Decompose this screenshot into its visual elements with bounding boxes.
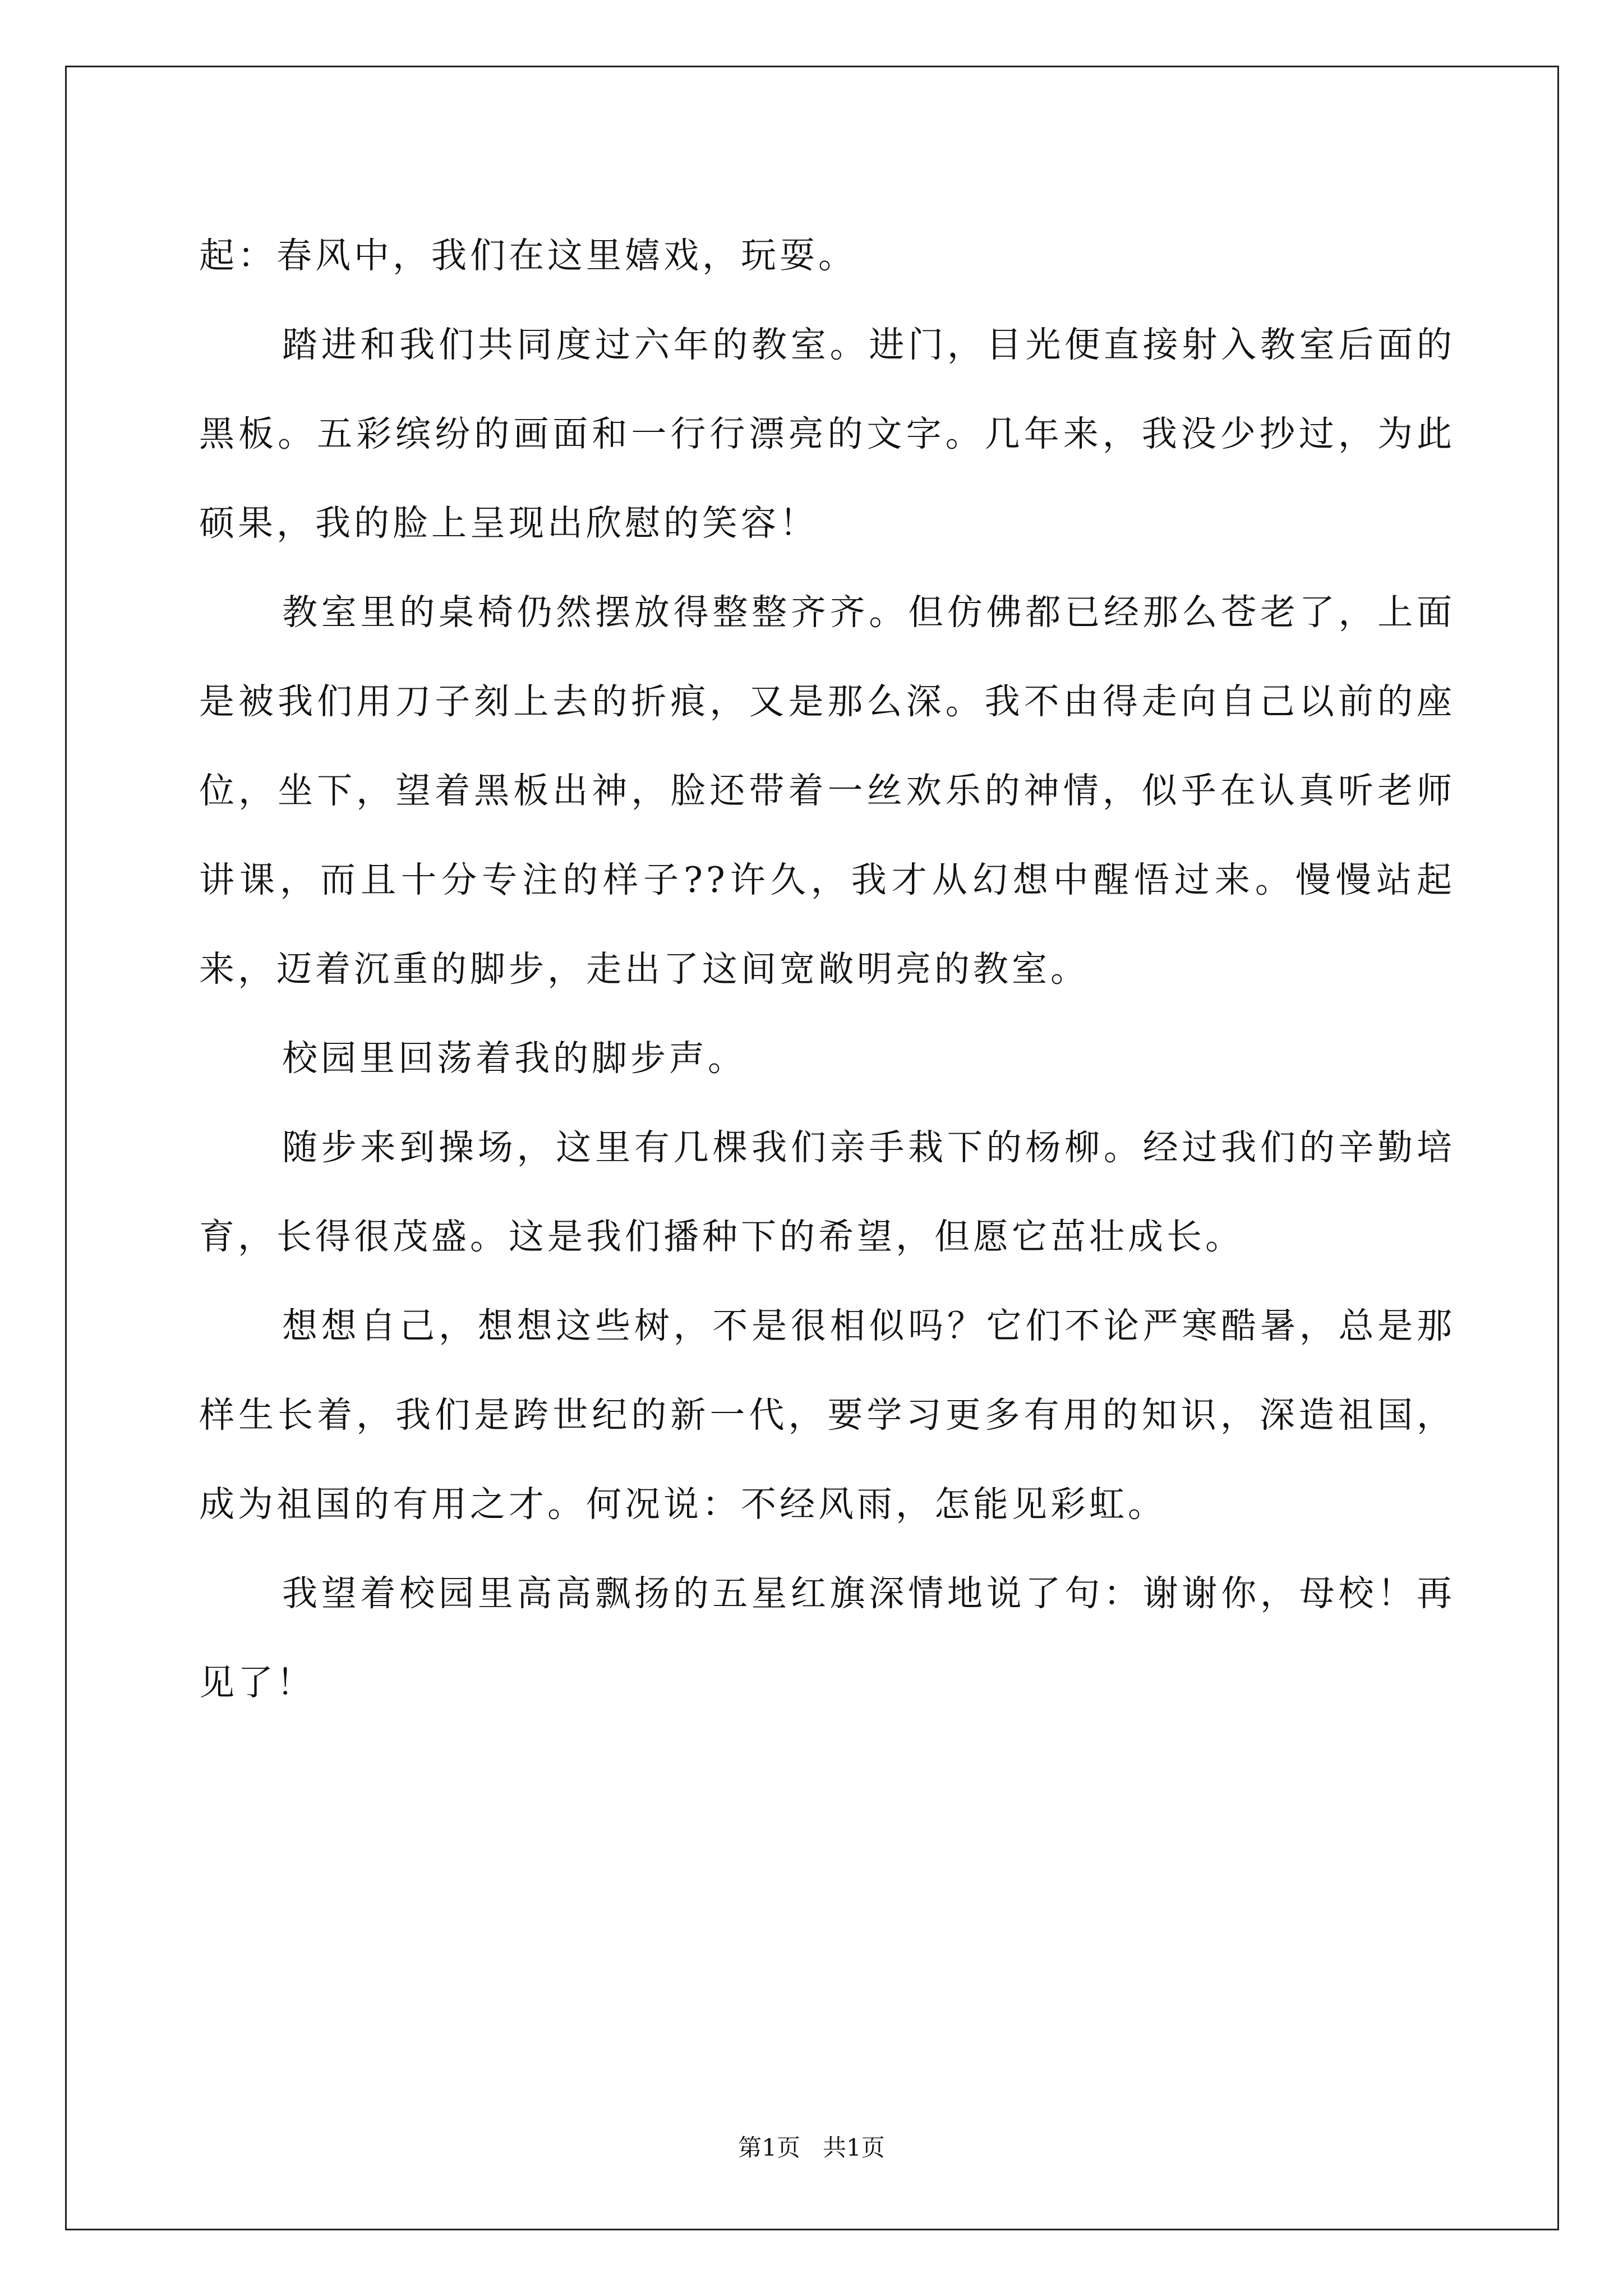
paragraph-playground: 随步来到操场，这里有几棵我们亲手栽下的杨柳。经过我们的辛勤培育，长得很茂盛。这是我们播种下的希望，但愿它茁壮成长。 [199, 1127, 1455, 1257]
paragraph-reflection: 想想自己，想想这些树，不是很相似吗？它们不论严寒酷暑，总是那样生长着，我们是跨世纪的新一代，要学习更多有用的知识，深造祖国，成为祖国的有用之才。何况说：不经风雨，怎能见彩虹。 [199, 1305, 1455, 1525]
page-number: 第1页 [738, 2134, 800, 2161]
paragraph-continuation: 起：春风中，我们在这里嬉戏，玩耍。 [199, 235, 857, 276]
document-body [199, 211, 1455, 1727]
paragraph-footsteps: 校园里回荡着我的脚步声。 [282, 1038, 746, 1079]
page-number-footer [0, 2134, 1623, 2162]
paragraph-desks: 教室里的桌椅仍然摆放得整整齐齐。但仿佛都已经那么苍老了，上面是被我们用刀子刻上去的折痕，又是那么深。我不由得走向自己以前的座位，坐下，望着黑板出神，脸还带着一丝欢乐的神情，似乎在认真听老师讲课，而且十分专注的样子??许久，我才从幻想中醒悟过来。慢慢站起来，迈着沉重的脚步，走出了这间宽敞明亮的教室。 [199, 592, 1455, 990]
page-total: 共1页 [823, 2134, 885, 2161]
paragraph-farewell: 我望着校园里高高飘扬的五星红旗深情地说了句：谢谢你，母校！再见了！ [199, 1573, 1455, 1703]
paragraph-classroom-entry: 踏进和我们共同度过六年的教室。进门，目光便直接射入教室后面的黑板。五彩缤纷的画面和一行行漂亮的文字。几年来，我没少抄过，为此硕果，我的脸上呈现出欣慰的笑容！ [199, 324, 1455, 544]
